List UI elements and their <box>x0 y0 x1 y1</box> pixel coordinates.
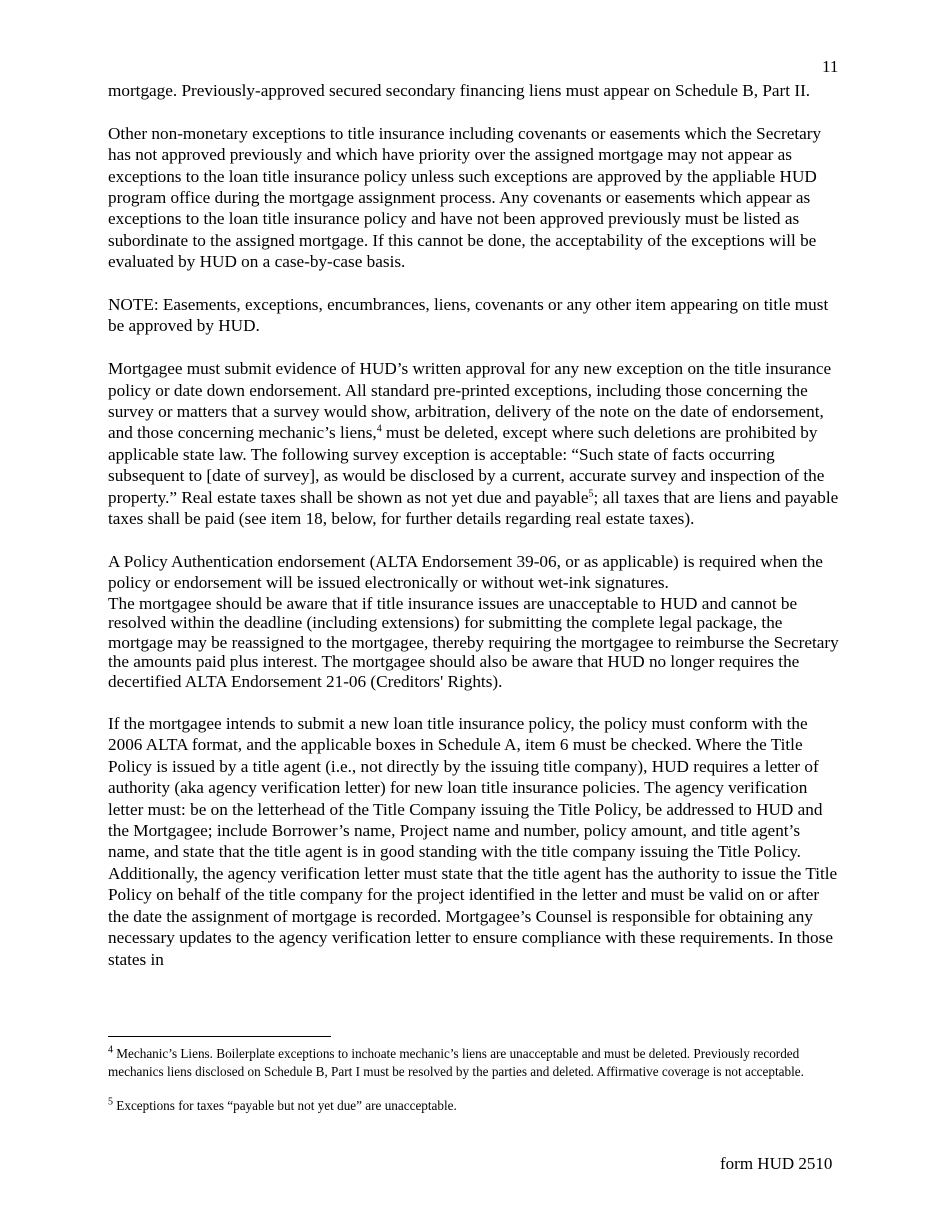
paragraph-policy-authentication: A Policy Authentication endorsement (ALTA Endorsement 39-06, or as applicable) is required when the policy or endorsement will be issued electronically or without wet-ink signatures. <box>108 551 823 593</box>
paragraph-schedule-b: mortgage. Previously-approved secured secondary financing liens must appear on Schedule B, Part II. <box>108 81 811 100</box>
paragraph-new-loan-policy: If the mortgagee intends to submit a new loan title insurance policy, the policy must conform with the 2006 ALTA format, and the applicable boxes in Schedule A, item 6 must be checked. Where the Title Policy is issued by a title agent (i.e., not directly by the issuing title company), HUD requires a letter of authority (aka agency verification letter) for new loan title insurance policies. The agency verification letter must: be on the letterhead of the Title Company issuing the Title Policy, be addressed to HUD and the Mortgagee; include Borrower’s name, Project name and number, policy amount, and title agent’s name, and state that the title agent is in good standing with the title company issuing the Title Policy. Additionally, the agency verification letter must state that the title agent has the authority to issue the Title Policy on behalf of the title company for the project identified in the letter and must be valid on or after the date the assignment of mortgage is recorded. Mortgagee’s Counsel is responsible for obtaining any necessary updates to the agency verification letter to ensure compliance with these requirements. In those states in <box>108 714 838 969</box>
footnote-5-mark: 5 <box>108 1097 113 1109</box>
paragraph-non-monetary-exceptions: Other non-monetary exceptions to title insurance including covenants or easements which the Secretary has not approved previously and which have priority over the assigned mortgage may not appear as exceptions to the loan title insurance policy unless such exceptions are approved by the appliable HUD program office during the mortgage assignment process. Any covenants or easements which appear as exceptions to the loan title insurance policy and have not been approved previously must be listed as subordinate to the assigned mortgage. If this cannot be done, the acceptability of the exceptions will be evaluated by HUD on a case-by-case basis. <box>108 123 822 272</box>
footnotes <box>108 1045 844 1132</box>
form-footer: form HUD 2510 <box>720 1154 833 1173</box>
footnote-4 <box>108 1045 844 1081</box>
footnote-5-text: Exceptions for taxes “payable but not yet due” are unacceptable. <box>113 1098 457 1114</box>
document-body <box>108 80 844 991</box>
page-number: 11 <box>822 57 839 76</box>
footnote-4-text: Mechanic’s Liens. Boilerplate exceptions to inchoate mechanic’s liens are unacceptable and must be deleted. Previously recorded mechanics liens disclosed on Schedule B, Part I must be resolved by the parties and deleted. Affirmative coverage is not acceptable. <box>108 1046 804 1080</box>
paragraph-hud-approval-part-3: ; all taxes that are liens and payable taxes shall be paid (see item 18, below, for further details regarding real estate taxes). <box>108 487 839 529</box>
footnote-4-mark: 4 <box>108 1044 113 1056</box>
paragraph-hud-approval-part-2: must be deleted, except where such deletions are prohibited by applicable state law. The following survey exception is acceptable: “Such state of facts occurring subsequent to [date of survey], as would be disclosed by a current, accurate survey and inspection of the property.” Real estate taxes shall be shown as not yet due and payable <box>108 423 825 507</box>
paragraph-reassignment: The mortgagee should be aware that if title insurance issues are unacceptable to HUD and cannot be resolved within the deadline (including extensions) for submitting the complete legal package, the mortgage may be reassigned to the mortgagee, thereby requiring the mortgagee to reimburse the Secretary the amounts paid plus interest. The mortgagee should also be aware that HUD no longer requires the decertified ALTA Endorsement 21-06 (Creditors' Rights). <box>108 593 839 692</box>
footnote-ref-5: 5 <box>588 487 594 499</box>
paragraph-hud-approval <box>108 358 844 529</box>
footnote-separator <box>108 1036 331 1037</box>
paragraph-hud-approval-part-1: Mortgagee must submit evidence of HUD’s written approval for any new exception on the title insurance policy or date down endorsement. All standard pre-printed exceptions, including those concerning the survey or matters that a survey would show, arbitration, delivery of the note on the date of endorsement, and those concerning mechanic’s liens, <box>108 359 832 443</box>
paragraph-note: NOTE: Easements, exceptions, encumbrances, liens, covenants or any other item appearing on title must be approved by HUD. <box>108 295 829 336</box>
footnote-5 <box>108 1097 844 1115</box>
footnote-ref-4: 4 <box>376 423 382 435</box>
